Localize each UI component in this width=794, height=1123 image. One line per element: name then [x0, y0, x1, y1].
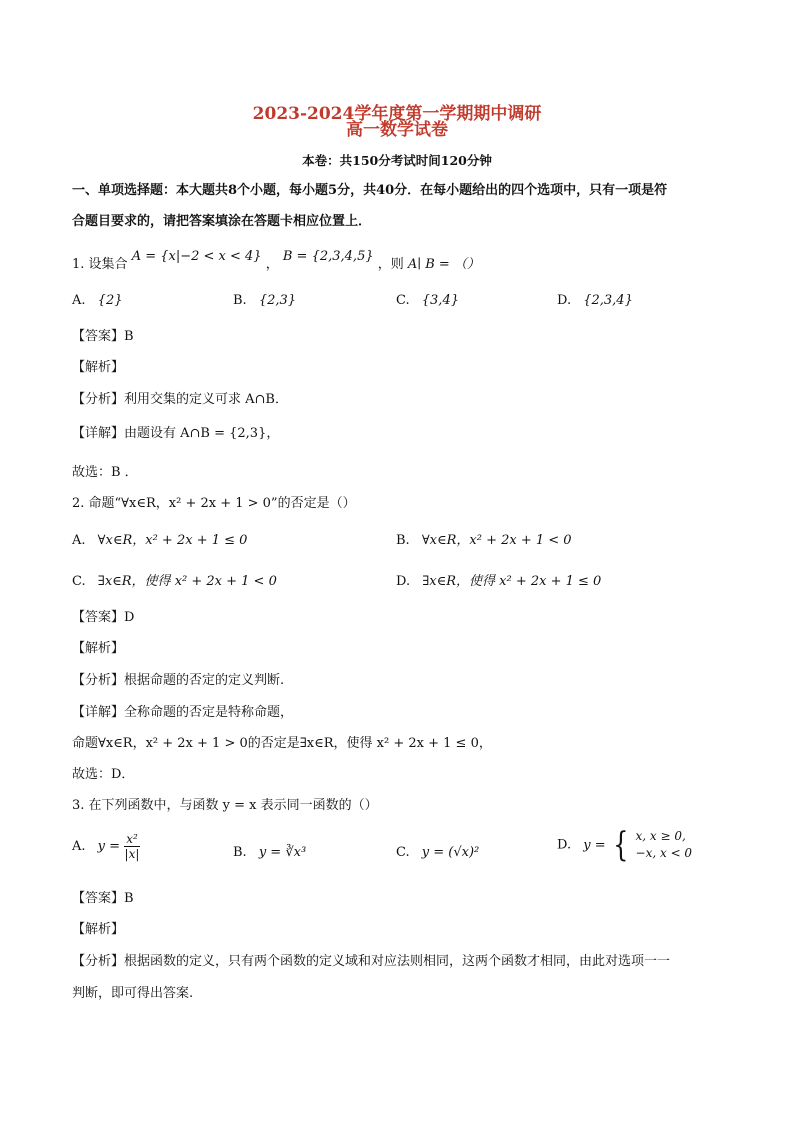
case-1: x, x ≥ 0,	[635, 829, 686, 843]
q2-fenxi: 【分析】根据命题的否定的定义判断.	[72, 673, 285, 688]
q1-option-b	[233, 292, 296, 310]
q2-answer: 【答案】D	[72, 610, 135, 625]
option-value: {3,4}	[421, 293, 459, 308]
q1-fenxi: 【分析】利用交集的定义可求 A∩B．	[72, 392, 288, 407]
option-lhs: y =	[583, 837, 606, 853]
fraction-denominator: |x|	[124, 847, 140, 861]
q2-option-d	[396, 573, 601, 591]
fraction-numerator: x²	[126, 832, 138, 846]
option-value: ∃x∈R，使得 x² + 2x + 1 < 0	[97, 574, 277, 589]
exam-title: 2023-2024学年度第一学期期中调研	[252, 104, 542, 124]
q2-choose: 故选：D．	[72, 767, 135, 782]
exam-info: 本卷：共150分考试时间120分钟	[302, 153, 492, 168]
q3-option-a	[72, 832, 140, 861]
option-label: C.	[396, 845, 410, 860]
q1-ask: A∣ B = （）	[407, 257, 480, 272]
option-label: C.	[72, 574, 86, 589]
q1-set-b: B = {2,3,4,5}	[282, 249, 374, 264]
q3-fenxi-line1: 【分析】根据函数的定义，只有两个函数的定义域和对应法则相同，这两个函数才相同，由此对选项一一	[72, 954, 671, 969]
q3-option-c	[396, 844, 479, 862]
q3-answer: 【答案】B	[72, 891, 134, 906]
option-value: ∀x∈R，x² + 2x + 1 ≤ 0	[97, 533, 248, 548]
q1-set-a: A = {x|−2 < x < 4}	[131, 249, 262, 264]
case-2: −x, x < 0	[635, 846, 693, 860]
option-value: ∃x∈R，使得 x² + 2x + 1 ≤ 0	[422, 574, 602, 589]
option-label: B.	[396, 533, 410, 548]
q1-choose: 故选：B ．	[72, 465, 138, 480]
q3-option-b	[233, 844, 306, 862]
q1-xiangjie: 【详解】由题设有 A∩B = {2,3}，	[72, 426, 280, 441]
q3-fenxi-line2: 判断，即可得出答案.	[72, 986, 194, 1001]
option-value: {2,3}	[258, 293, 297, 308]
option-value: ∀x∈R，x² + 2x + 1 < 0	[421, 533, 572, 548]
option-value: {2,3,4}	[583, 293, 633, 308]
option-label: A.	[72, 533, 86, 548]
option-value: {2}	[97, 293, 123, 308]
q2-option-a	[72, 532, 247, 550]
option-value: y = (√x)²	[421, 845, 480, 860]
option-label: D.	[396, 574, 411, 589]
option-label: D.	[557, 293, 572, 308]
q2-xiangjie: 【详解】全称命题的否定是特称命题，	[72, 705, 294, 720]
q1-sep: ，	[265, 257, 279, 272]
q3-analysis-tag: 【解析】	[72, 922, 125, 937]
piecewise-cases	[636, 828, 693, 862]
section-heading-line2: 合题目要求的，请把答案填涂在答题卡相应位置上．	[72, 214, 372, 229]
q2-option-c	[72, 573, 277, 591]
q2-stem: 2. 命题“∀x∈R，x² + 2x + 1 > 0”的否定是（）	[72, 496, 356, 511]
q1-then: ，则	[377, 257, 404, 272]
option-label: D.	[557, 837, 572, 853]
q3-option-d	[557, 825, 693, 865]
fraction	[124, 832, 140, 861]
q2-option-b	[396, 532, 572, 550]
option-label: C.	[396, 293, 410, 308]
option-lhs: y =	[97, 839, 121, 854]
q1-option-a	[72, 292, 123, 310]
q2-analysis-tag: 【解析】	[72, 641, 125, 656]
q1-option-c	[396, 292, 459, 310]
option-label: A.	[72, 293, 86, 308]
section-heading-line1: 一、单项选择题：本大题共8个小题，每小题5分，共40分．在每小题给出的四个选项中，只有一项是符	[72, 183, 668, 198]
option-label: B.	[233, 293, 247, 308]
q1-analysis-tag: 【解析】	[72, 360, 125, 375]
q1-answer: 【答案】B	[72, 329, 134, 344]
option-label: A.	[72, 839, 86, 854]
q1-option-d	[557, 292, 633, 310]
option-value: y = ∛x³	[258, 845, 307, 860]
q2-detail: 命题∀x∈R，x² + 2x + 1 > 0的否定是∃x∈R，使得 x² + 2x + 1 ≤ 0，	[72, 736, 492, 751]
option-label: B.	[233, 845, 247, 860]
q3-stem: 3. 在下列函数中，与函数 y = x 表示同一函数的（）	[72, 798, 378, 813]
q1-prefix: 1. 设集合	[72, 257, 128, 272]
q1-stem	[72, 249, 480, 274]
left-brace-icon: {	[612, 825, 629, 865]
exam-subtitle: 高一数学试卷	[346, 120, 448, 140]
